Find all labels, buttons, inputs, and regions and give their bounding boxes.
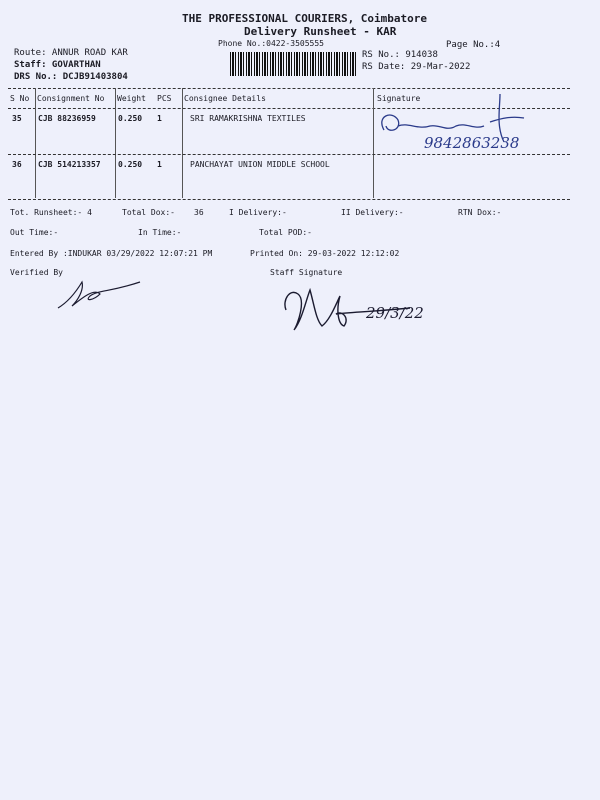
- col-divider: [35, 88, 36, 198]
- total-dox-value: 36: [194, 208, 204, 217]
- row-sno: 36: [12, 160, 22, 169]
- row-weight: 0.250: [118, 160, 143, 169]
- recipient-phone-handwritten: 9842863238: [424, 134, 520, 152]
- row-consignee: SRI RAMAKRISHNA TEXTILES: [190, 114, 306, 123]
- phone-number: Phone No.:0422-3505555: [218, 39, 324, 48]
- row-weight: 0.250: [118, 114, 143, 123]
- row-rule: [8, 154, 570, 155]
- row-consignment: CJB 88236959: [38, 114, 96, 123]
- row-sno: 35: [12, 114, 22, 123]
- out-time: Out Time:-: [10, 228, 59, 237]
- in-time: In Time:-: [138, 228, 182, 237]
- barcode: [230, 52, 358, 76]
- staff-signature-date: 29/3/22: [366, 304, 424, 322]
- staff-signature-label: Staff Signature: [270, 268, 343, 277]
- rs-number: RS No.: 914038: [362, 50, 438, 60]
- page-number: Page No.:4: [446, 40, 501, 50]
- rs-date: RS Date: 29-Mar-2022: [362, 62, 471, 72]
- i-delivery: I Delivery:-: [229, 208, 287, 217]
- col-divider: [182, 88, 183, 198]
- row-pcs: 1: [157, 114, 162, 123]
- total-pod: Total POD:-: [259, 228, 312, 237]
- entered-by: Entered By :INDUKAR 03/29/2022 12:07:21 PM: [10, 249, 213, 258]
- runsheet-title: Delivery Runsheet - KAR: [244, 25, 397, 38]
- route: Route: ANNUR ROAD KAR: [14, 48, 128, 58]
- verified-by-label: Verified By: [10, 268, 63, 277]
- col-header-pcs: PCS: [157, 94, 172, 103]
- staff-name: Staff: GOVARTHAN: [14, 60, 101, 70]
- col-header-consignment: Consignment No: [37, 94, 105, 103]
- table-bottom-rule: [8, 199, 570, 200]
- total-runsheet: Tot. Runsheet:- 4: [10, 208, 92, 217]
- company-name: THE PROFESSIONAL COURIERS, Coimbatore: [182, 12, 428, 25]
- row-consignment: CJB 514213357: [38, 160, 101, 169]
- col-header-weight: Weight: [117, 94, 146, 103]
- total-dox-label: Total Dox:-: [122, 208, 175, 217]
- col-divider: [115, 88, 116, 198]
- row-pcs: 1: [157, 160, 162, 169]
- printed-on: Printed On: 29-03-2022 12:12:02: [250, 249, 400, 258]
- col-header-signature: Signature: [377, 94, 421, 103]
- drs-number: DRS No.: DCJB91403804: [14, 72, 128, 82]
- col-header-consignee: Consignee Details: [184, 94, 266, 103]
- rtn-dox: RTN Dox:-: [458, 208, 502, 217]
- col-header-sno: S No: [10, 94, 30, 103]
- verifier-signature: [54, 276, 154, 316]
- ii-delivery: II Delivery:-: [341, 208, 404, 217]
- row-consignee: PANCHAYAT UNION MIDDLE SCHOOL: [190, 160, 330, 169]
